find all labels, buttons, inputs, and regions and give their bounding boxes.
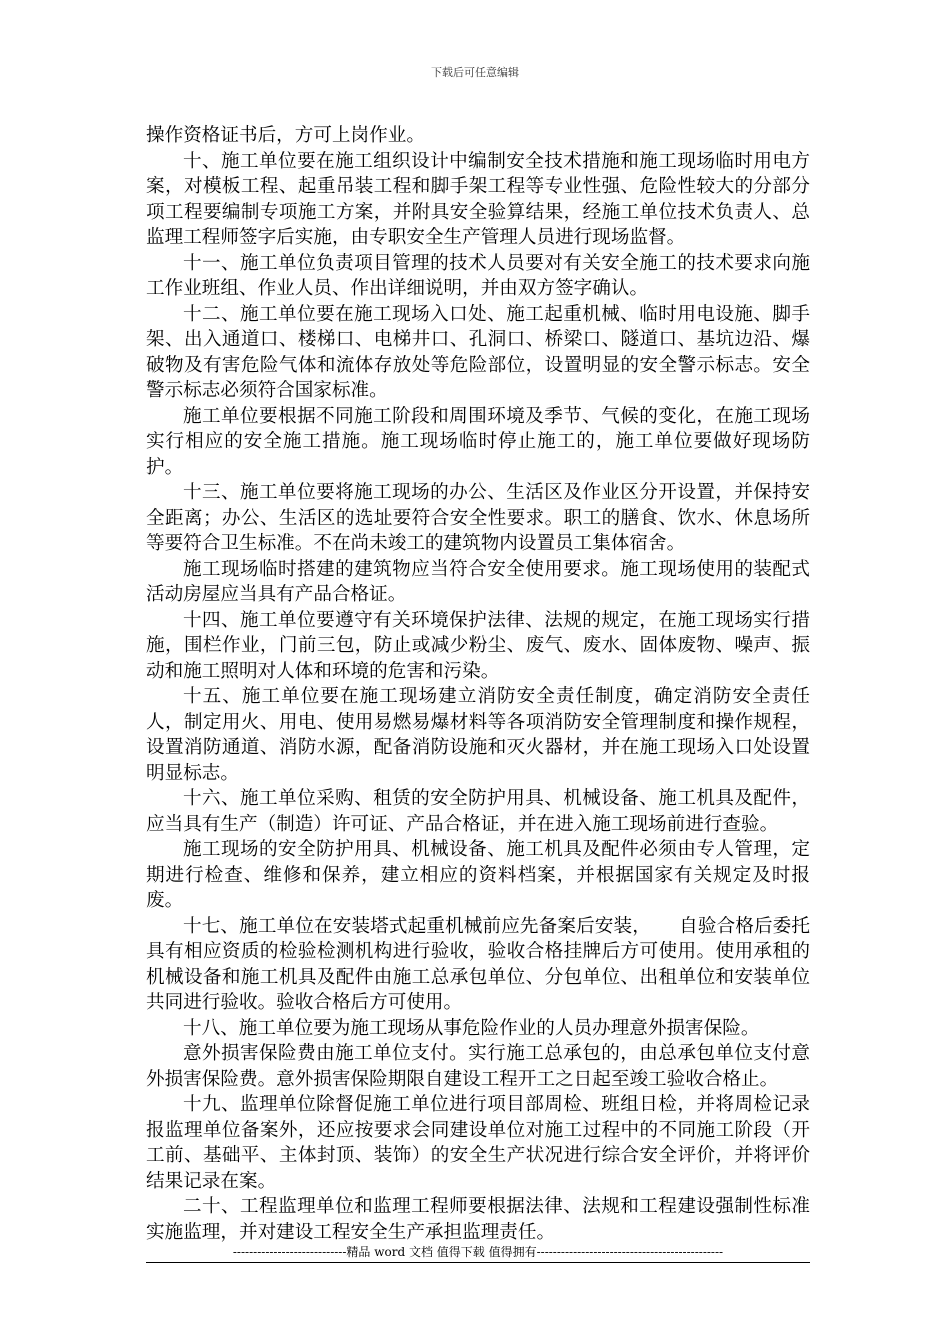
paragraph: 十六、施工单位采购、租赁的安全防护用具、机械设备、施工机具及配件，应当具有生产（制造）许可证、产品合格证，并在进入施工现场前进行查验。 <box>146 788 810 835</box>
paragraph: 十八、施工单位要为施工现场从事危险作业的人员办理意外损害保险。 <box>183 1017 760 1039</box>
paragraph: 十二、施工单位要在施工现场入口处、施工起重机械、临时用电设施、脚手架、出入通道口、楼梯口、电梯井口、孔洞口、桥梁口、隧道口、基坑边沿、爆破物及有害危险气体和流体存放处等危险部位，设置明显的安全警示标志。安全警示标志必须符合国家标准。 <box>146 303 810 401</box>
footer-divider <box>146 1262 810 1263</box>
paragraph: 二十、工程监理单位和监理工程师要根据法律、法规和工程建设强制性标准实施监理，并对建设工程安全生产承担监理责任。 <box>146 1196 810 1243</box>
paragraph: 操作资格证书后，方可上岗作业。 <box>146 125 425 146</box>
paragraph: 施工现场临时搭建的建筑物应当符合安全使用要求。施工现场使用的装配式活动房屋应当具有产品合格证。 <box>146 558 810 605</box>
document-body <box>146 123 810 1245</box>
paragraph: 意外损害保险费由施工单位支付。实行施工总承包的，由总承包单位支付意外损害保险费。意外损害保险期限自建设工程开工之日起至竣工验收合格止。 <box>146 1043 810 1090</box>
page-header: 下载后可任意编辑 <box>431 66 519 79</box>
paragraph: 施工现场的安全防护用具、机械设备、施工机具及配件必须由专人管理，定期进行检查、维修和保养，建立相应的资料档案，并根据国家有关规定及时报废。 <box>146 839 810 911</box>
paragraph: 施工单位要根据不同施工阶段和周围环境及季节、气候的变化，在施工现场实行相应的安全施工措施。施工现场临时停止施工的，施工单位要做好现场防护。 <box>146 405 810 478</box>
paragraph: 十七、施工单位在安装塔式起重机械前应先备案后安装， 自验合格后委托具有相应资质的检验检测机构进行验收，验收合格挂牌后方可使用。使用承租的机械设备和施工机具及配件由施工总承包单位、分包单位、出租单位和安装单位共同进行验收。验收合格后方可使用。 <box>146 915 810 1013</box>
paragraph: 十、施工单位要在施工组织设计中编制安全技术措施和施工现场临时用电方案，对模板工程、起重吊装工程和脚手架工程等专业性强、危险性较大的分部分项工程要编制专项施工方案，并附具安全验算结果，经施工单位技术负责人、总监理工程师签字后实施，由专职安全生产管理人员进行现场监督。 <box>146 150 810 248</box>
page-footer: ----------------------------精品 word 文档 值得下载 值得拥有---------------------------------------------- <box>232 1245 724 1259</box>
paragraph: 十九、监理单位除督促施工单位进行项目部周检、班组日检，并将周检记录报监理单位备案外，还应按要求会同建设单位对施工过程中的不同施工阶段（开工前、基础平、主体封顶、装饰）的安全生产状况进行综合安全评价，并将评价结果记录在案。 <box>146 1094 810 1192</box>
paragraph: 十一、施工单位负责项目管理的技术人员要对有关安全施工的技术要求向施工作业班组、作业人员、作出详细说明，并由双方签字确认。 <box>146 252 810 299</box>
paragraph: 十三、施工单位要将施工现场的办公、生活区及作业区分开设置，并保持安全距离；办公、生活区的选址要符合安全性要求。职工的膳食、饮水、休息场所等要符合卫生标准。不在尚未竣工的建筑物内设置员工集体宿舍。 <box>146 482 810 554</box>
paragraph: 十四、施工单位要遵守有关环境保护法律、法规的规定，在施工现场实行措施，围栏作业，门前三包，防止或减少粉尘、废气、废水、固体废物、噪声、振动和施工照明对人体和环境的危害和污染。 <box>146 609 810 682</box>
paragraph: 十五、施工单位要在施工现场建立消防安全责任制度，确定消防安全责任人，制定用火、用电、使用易燃易爆材料等各项消防安全管理制度和操作规程，设置消防通道、消防水源，配备消防设施和灭火器材，并在施工现场入口处设置明显标志。 <box>146 686 810 784</box>
